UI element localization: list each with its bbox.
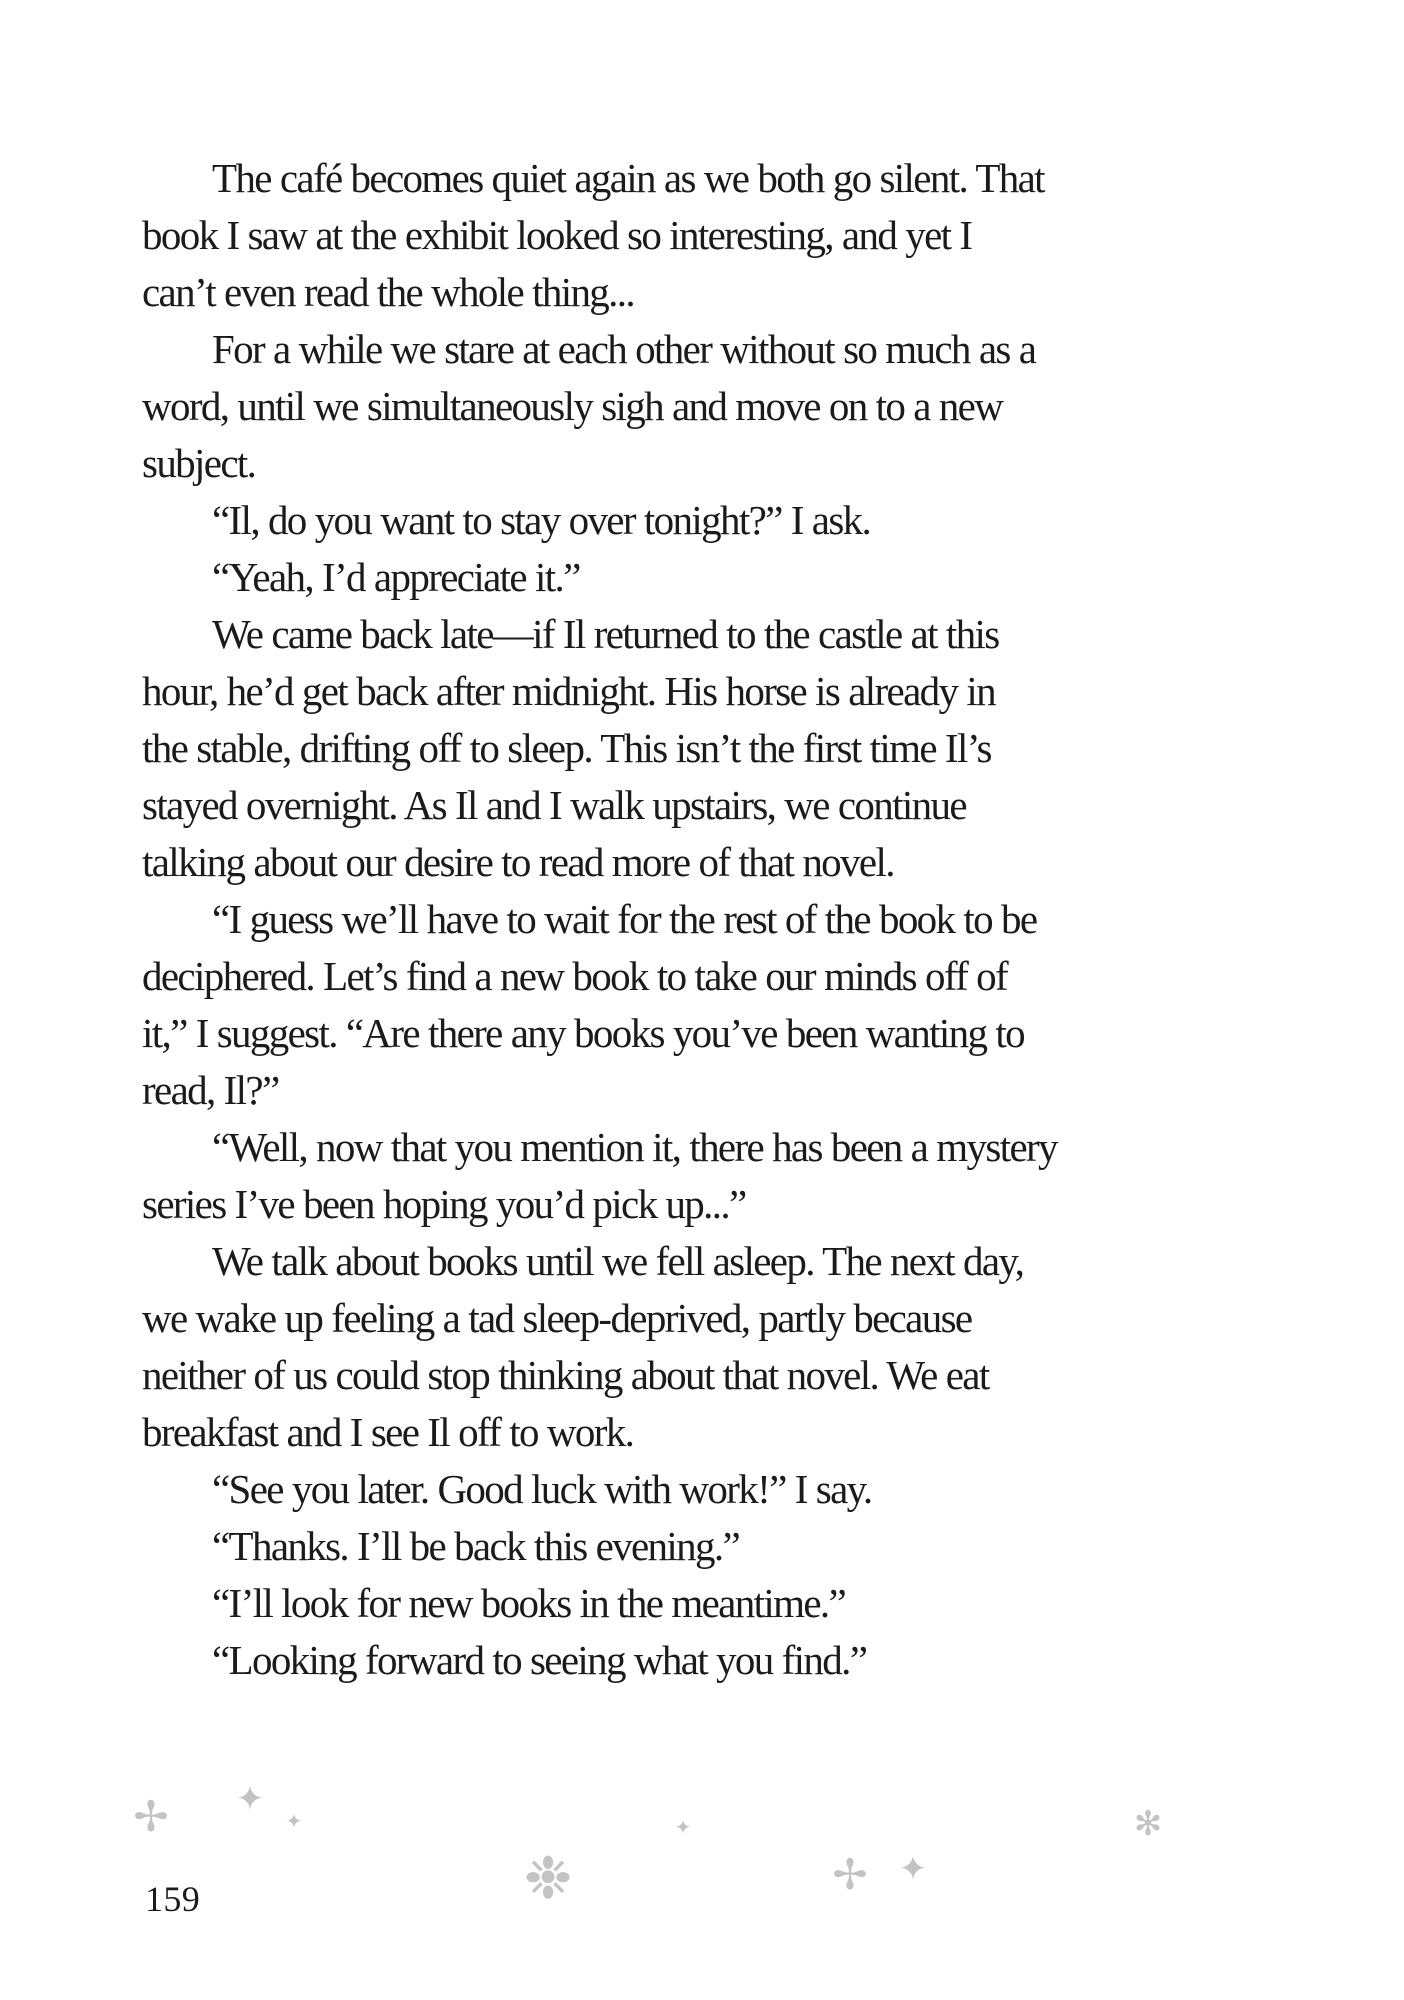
paragraph (142, 606, 1322, 891)
text-line: hour, he’d get back after midnight. His horse is already in (142, 668, 995, 714)
text-line: “I guess we’ll have to wait for the rest of the book to be (212, 896, 1037, 942)
four-point-star-icon: ✦ (898, 1849, 928, 1889)
balloon-snowflake-icon: ❉ (523, 1844, 573, 1912)
paragraph (142, 1119, 1322, 1233)
text-line: “See you later. Good luck with work!” I say. (212, 1466, 872, 1512)
text-line: For a while we stare at each other without so much as a (212, 326, 1036, 372)
small-four-point-star-icon: ✦ (674, 1815, 692, 1839)
paragraph (142, 492, 1322, 549)
teardrop-cross-sparkle-icon: ✢ (832, 1850, 868, 1899)
text-line: neither of us could stop thinking about that novel. We eat (142, 1352, 989, 1398)
paragraph (142, 891, 1322, 1119)
text-line: “I’ll look for new books in the meantime.” (212, 1580, 846, 1626)
text-line: it,” I suggest. “Are there any books you’ve been wanting to (142, 1010, 1024, 1056)
text-line: breakfast and I see Il off to work. (142, 1409, 634, 1455)
text-line: talking about our desire to read more of that novel. (142, 839, 894, 885)
text-line: read, Il?” (142, 1067, 279, 1113)
small-four-point-star-icon: ✦ (285, 1809, 303, 1833)
text-line: “Il, do you want to stay over tonight?” I ask. (212, 497, 871, 543)
page-number: 159 (145, 1879, 201, 1919)
teardrop-cross-sparkle-icon: ✢ (133, 1792, 169, 1841)
text-line: subject. (142, 440, 256, 486)
text-line: we wake up feeling a tad sleep-deprived, partly because (142, 1295, 972, 1341)
paragraph (142, 1461, 1322, 1518)
text-line: book I saw at the exhibit looked so interesting, and yet I (142, 212, 972, 258)
paragraph (142, 321, 1322, 492)
text-line: We talk about books until we fell asleep. The next day, (212, 1238, 1024, 1284)
paragraph (142, 549, 1322, 606)
text-line: We came back late—if Il returned to the castle at this (212, 611, 999, 657)
text-line: can’t even read the whole thing... (142, 269, 635, 315)
four-point-star-icon: ✦ (235, 1779, 265, 1819)
paragraph (142, 1518, 1322, 1575)
text-line: word, until we simultaneously sigh and move on to a new (142, 383, 1003, 429)
paragraph (142, 1632, 1322, 1689)
teardrop-asterisk-icon: ✻ (1133, 1804, 1163, 1844)
text-line: stayed overnight. As Il and I walk upstairs, we continue (142, 782, 966, 828)
text-line: the stable, drifting off to sleep. This isn’t the first time Il’s (142, 725, 991, 771)
paragraph (142, 1233, 1322, 1461)
text-line: deciphered. Let’s find a new book to take our minds off of (142, 953, 1008, 999)
text-line: “Well, now that you mention it, there has been a mystery (212, 1124, 1057, 1170)
text-line: “Looking forward to seeing what you find.” (212, 1637, 867, 1683)
paragraph (142, 1575, 1322, 1632)
text-line: “Yeah, I’d appreciate it.” (212, 554, 580, 600)
body-text (142, 150, 1322, 1689)
paragraph (142, 150, 1322, 321)
text-line: “Thanks. I’ll be back this evening.” (212, 1523, 740, 1569)
text-line: series I’ve been hoping you’d pick up...” (142, 1181, 746, 1227)
text-line: The café becomes quiet again as we both go silent. That (212, 155, 1044, 201)
